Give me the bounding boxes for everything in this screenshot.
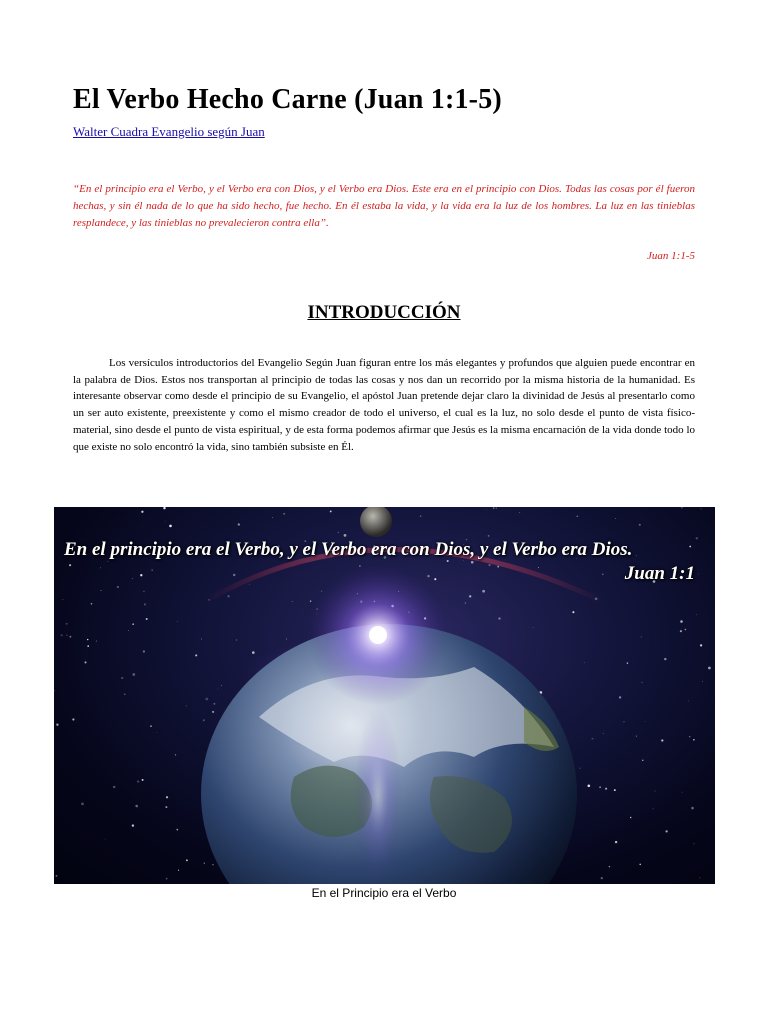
star: [701, 508, 702, 509]
star: [292, 601, 293, 602]
section-heading: [73, 302, 695, 324]
star: [655, 791, 656, 792]
star: [689, 546, 691, 548]
scripture-quote: “En el principio era el Verbo, y el Verbo era con Dios, y el Verbo era Dios. Este era en el principio con Dios. Todas las cosas por él fueron hechas, y sin él nada de lo que ha sido hecho, fue hecho. En él estaba la vida, y la vida era la luz de los hombres. La luz en las tinieblas resplandece, y las tinieblas no prevalecieron contra ella”.: [73, 183, 695, 229]
star: [603, 733, 604, 734]
star: [165, 806, 167, 808]
star: [642, 760, 643, 761]
star: [152, 570, 153, 571]
star: [636, 736, 637, 737]
star: [639, 864, 640, 865]
star: [702, 681, 703, 682]
star: [653, 809, 654, 810]
star: [284, 513, 285, 514]
star: [213, 703, 215, 705]
star: [135, 805, 138, 808]
star: [169, 525, 172, 528]
star: [84, 661, 86, 663]
star: [627, 662, 628, 663]
star: [142, 779, 144, 781]
star: [321, 590, 322, 591]
star: [576, 515, 578, 517]
star: [175, 754, 176, 755]
star: [641, 682, 642, 683]
star: [87, 639, 88, 640]
star: [533, 627, 534, 628]
star: [72, 718, 74, 720]
star: [117, 586, 119, 588]
star: [538, 567, 539, 568]
star: [143, 650, 145, 652]
figure-caption: En el Principio era el Verbo: [311, 886, 457, 900]
star: [249, 584, 250, 585]
star: [54, 690, 55, 692]
star: [338, 532, 339, 533]
star: [144, 603, 146, 605]
star: [137, 780, 139, 782]
star: [615, 518, 616, 519]
star: [56, 724, 58, 726]
earth-illustration: [54, 507, 715, 884]
star: [166, 878, 168, 880]
star: [599, 786, 601, 788]
section-heading-text: INTRODUCCIÓN: [307, 302, 461, 323]
star: [132, 623, 134, 625]
star: [166, 796, 168, 798]
star: [156, 732, 157, 733]
star: [62, 599, 63, 600]
image-overlay-reference: Juan 1:1: [624, 563, 695, 584]
star: [680, 630, 682, 632]
star: [645, 721, 646, 722]
star: [498, 617, 500, 619]
star: [619, 696, 621, 698]
star: [469, 595, 471, 597]
star: [602, 574, 603, 575]
star: [434, 578, 436, 580]
star: [201, 638, 202, 639]
star: [661, 739, 663, 741]
star: [272, 517, 273, 518]
star: [132, 824, 134, 826]
star: [121, 677, 123, 679]
star: [493, 507, 495, 509]
star: [195, 654, 197, 656]
star: [212, 864, 213, 865]
star: [359, 565, 361, 567]
image-overlay-verse: En el principio era el Verbo, y el Verbo era con Dios, y el Verbo era Dios.: [64, 539, 633, 560]
star: [69, 636, 71, 638]
star: [186, 705, 187, 706]
star: [639, 524, 641, 526]
star: [636, 555, 637, 556]
star: [91, 603, 93, 605]
star: [691, 807, 694, 810]
star: [203, 719, 205, 721]
star: [101, 590, 102, 591]
star: [163, 507, 165, 509]
star: [124, 693, 126, 695]
star: [592, 738, 594, 740]
intro-paragraph: Los versículos introductorios del Evangelio Según Juan figuran entre los más elegantes y profundos que alguien puede encontrar en la palabra de Dios. Estos nos transportan al principio de todas las cosas y nos dan un recorrido por la misma historia de la humanidad. Es interesante observar como desde el principio de su Evangelio, el apóstol Juan pretende dejar claro la divinidad de Jesús al presentarlo como un ser auto existente, preexistente y como el mismo creador de todo el universo, el cual es la luz, no solo desde el punto de vista físico-material, sino desde el punto de vista espiritual, y de esta forma podemos afirmar que Jesús es la misma encarnación de la vida donde todo lo que existe no solo encontró la vida, sino también subsiste en Él.: [73, 357, 695, 453]
star: [615, 841, 617, 843]
star: [698, 574, 699, 575]
star: [700, 644, 702, 646]
star: [286, 639, 287, 640]
star: [696, 537, 698, 539]
star: [623, 721, 624, 722]
star: [105, 839, 106, 840]
star: [708, 667, 711, 670]
star: [519, 512, 520, 513]
star: [572, 611, 574, 613]
star: [66, 623, 68, 625]
star: [693, 843, 694, 844]
star: [146, 618, 148, 620]
author-link[interactable]: Walter Cuadra Evangelio según Juan: [73, 124, 265, 139]
star: [177, 621, 178, 622]
star: [482, 590, 485, 593]
star: [132, 673, 135, 676]
star: [100, 568, 101, 569]
star: [584, 662, 585, 663]
star: [580, 768, 581, 769]
star: [128, 630, 129, 631]
star: [176, 829, 178, 831]
star: [497, 566, 499, 568]
star: [685, 629, 687, 631]
star: [699, 877, 700, 878]
star: [641, 636, 642, 637]
star: [238, 523, 240, 525]
star: [427, 575, 429, 577]
star: [227, 595, 229, 597]
star: [56, 875, 58, 877]
star: [252, 651, 255, 654]
star: [236, 639, 237, 640]
star: [113, 786, 115, 788]
star: [614, 789, 616, 791]
star: [488, 564, 490, 566]
star: [689, 736, 690, 737]
star: [664, 658, 666, 660]
star: [165, 521, 166, 522]
star: [81, 803, 84, 806]
star: [330, 510, 332, 512]
star: [96, 641, 97, 642]
earth-light-image: [54, 507, 715, 884]
star: [150, 725, 152, 727]
star: [143, 591, 145, 593]
document-title: El Verbo Hecho Carne (Juan 1:1-5): [73, 84, 502, 115]
star: [218, 689, 219, 690]
star: [132, 578, 133, 579]
star: [186, 859, 188, 861]
star: [665, 830, 667, 832]
star: [688, 701, 689, 702]
star: [66, 635, 67, 636]
star: [69, 564, 71, 566]
star: [471, 561, 474, 564]
star: [233, 574, 235, 576]
star: [212, 711, 214, 713]
star: [681, 507, 682, 508]
star: [87, 645, 89, 647]
star: [141, 511, 143, 513]
star: [420, 515, 421, 516]
star: [61, 634, 63, 636]
star: [609, 866, 610, 867]
star: [680, 620, 683, 623]
star: [696, 614, 697, 615]
star: [682, 792, 683, 793]
scripture-reference: Juan 1:1-5: [647, 250, 695, 262]
star: [310, 600, 311, 601]
star: [605, 788, 607, 790]
star: [221, 685, 222, 686]
star: [205, 698, 208, 701]
star: [693, 739, 695, 741]
star: [587, 784, 590, 787]
star: [178, 870, 179, 871]
star: [601, 877, 603, 879]
star: [465, 602, 467, 604]
star: [486, 510, 487, 511]
star: [344, 534, 347, 537]
star: [204, 863, 205, 864]
star: [630, 817, 631, 818]
star: [140, 574, 142, 576]
star: [488, 535, 490, 537]
star: [496, 508, 497, 509]
